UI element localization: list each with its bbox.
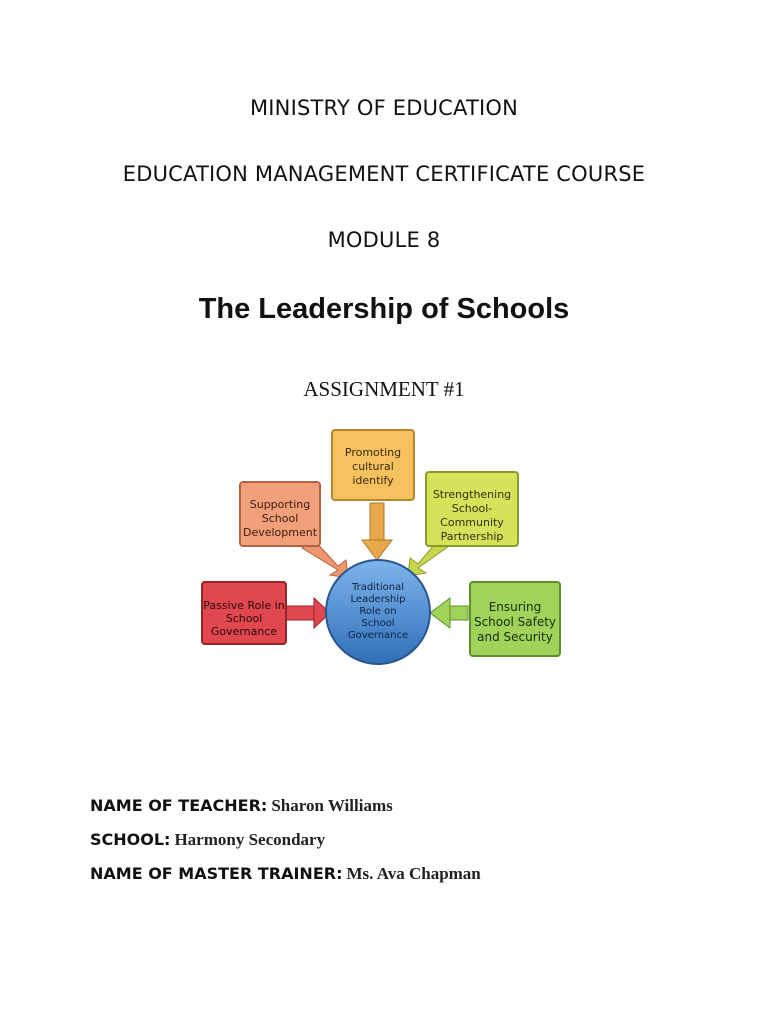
center-label-line: Governance [347, 630, 409, 641]
box-ensuring-school-safety-and-security [470, 582, 560, 656]
school-value: Harmony Secondary [174, 830, 326, 849]
trainer-value: Ms. Ava Chapman [346, 864, 481, 883]
arrow-from-passive [286, 598, 330, 628]
box-promoting-cultural-identify [332, 430, 414, 500]
promoting-label-line: Promoting [344, 446, 402, 459]
ensuring-label-line: and Security [477, 630, 553, 644]
teacher-label: NAME OF TEACHER: [90, 796, 268, 815]
center-label-line: School [361, 618, 395, 629]
trainer-info [90, 864, 481, 884]
ministry-heading: MINISTRY OF EDUCATION [249, 96, 519, 120]
strengthening-label-line: Strengthening [432, 488, 512, 501]
center-circle-traditional-leadership [326, 560, 430, 664]
strengthening-label-line: Partnership [440, 530, 504, 543]
school-label: SCHOOL: [90, 830, 171, 849]
course-heading: EDUCATION MANAGEMENT CERTIFICATE COURSE [122, 162, 646, 186]
school-info [90, 830, 325, 850]
supporting-label-line: Supporting [249, 498, 311, 511]
supporting-label-line: School [261, 512, 299, 525]
teacher-value: Sharon Williams [271, 796, 393, 815]
promoting-label-line: identify [352, 474, 394, 487]
box-strengthening-school-community-partnership [426, 472, 518, 546]
strengthening-label [433, 488, 511, 543]
box-supporting-school-development [240, 482, 320, 546]
assignment-heading: ASSIGNMENT #1 [303, 377, 465, 401]
strengthening-label-line: Community [440, 516, 504, 529]
promoting-label [345, 446, 401, 487]
center-label-line: Role on [359, 606, 397, 617]
module-heading: MODULE 8 [327, 228, 441, 252]
center-label-line: Leadership [350, 594, 406, 605]
promoting-label-line: cultural [352, 460, 394, 473]
trainer-label: NAME OF MASTER TRAINER: [90, 864, 343, 883]
center-label-line: Traditional [351, 582, 405, 593]
ensuring-label-line: Ensuring [488, 600, 542, 614]
strengthening-label-line: School- [451, 502, 493, 515]
teacher-info [90, 796, 393, 816]
document-title: The Leadership of Schools [198, 293, 570, 325]
passive-label-line: School [225, 612, 263, 625]
arrow-from-promoting [362, 503, 392, 560]
ensuring-label-line: School Safety [473, 615, 557, 629]
leadership-diagram [190, 420, 570, 670]
passive-label-line: Governance [210, 625, 278, 638]
supporting-label-line: Development [242, 526, 318, 539]
passive-label-line: Passive Role in [203, 599, 285, 612]
arrow-to-ensuring [430, 598, 468, 628]
box-passive-role-in-school-governance [202, 582, 286, 644]
